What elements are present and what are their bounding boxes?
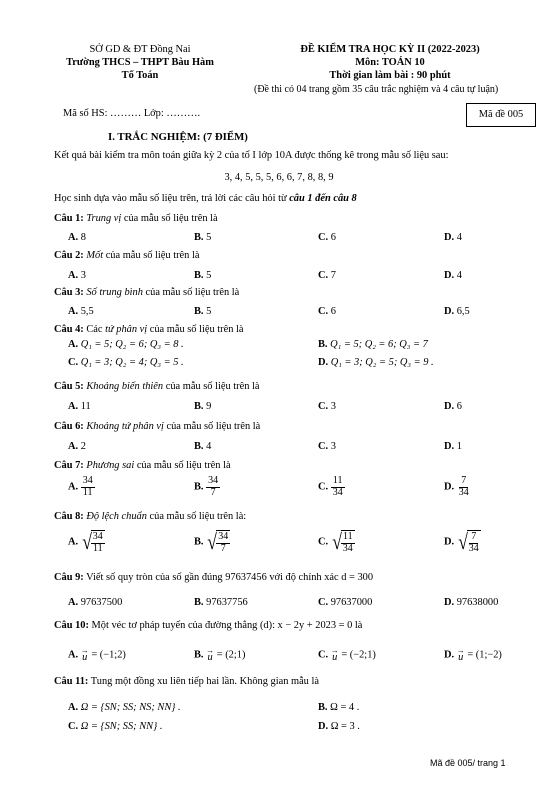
- q6-label: Câu 6:: [54, 421, 84, 432]
- q5-term: Khoảng biến thiên: [86, 381, 164, 392]
- letter: B.: [318, 702, 328, 713]
- option-text: 2: [80, 441, 86, 452]
- q8-option-b[interactable]: [194, 530, 230, 554]
- q9-text: Viết số quy tròn của số gần đúng 97637456 với độ chính xác d = 300: [86, 572, 374, 583]
- q4-option-d[interactable]: [318, 357, 434, 368]
- vector-u: [206, 648, 214, 663]
- numerator: 34: [218, 531, 229, 542]
- fraction: [457, 476, 471, 498]
- question-7: [54, 460, 231, 471]
- letter: D.: [444, 597, 455, 608]
- letter: C.: [318, 232, 329, 243]
- sqrt: [331, 530, 355, 554]
- option-text: Ω = {SN; SS; NN} .: [80, 721, 163, 732]
- instruction-text: Học sinh dựa vào mẫu số liệu trên, trả lời các câu hỏi từ: [54, 193, 290, 204]
- option-text: 5: [206, 306, 212, 317]
- q10-text: Một véc tơ pháp tuyến của đường thẳng (d): x − 2y + 2023 = 0 là: [91, 620, 363, 631]
- q5-label: Câu 5:: [54, 381, 84, 392]
- q11-option-a[interactable]: [68, 702, 181, 713]
- vector-symbol: u: [458, 652, 464, 664]
- denominator: 7: [210, 486, 216, 498]
- option-text: Q₁ = 5; Q₂ = 6; Q₃ = 8 .: [80, 339, 184, 350]
- q2-term: Mốt: [86, 250, 104, 261]
- denominator: 7: [220, 542, 226, 554]
- numerator: 11: [332, 475, 343, 486]
- q9-option-d[interactable]: [444, 597, 498, 608]
- q2-option-a[interactable]: [68, 270, 86, 281]
- arrow-icon: →: [206, 646, 215, 655]
- question-2: [54, 250, 199, 261]
- question-9: [54, 572, 373, 583]
- q3-label: Câu 3:: [54, 287, 84, 298]
- sqrt: [81, 530, 105, 554]
- letter: C.: [318, 270, 329, 281]
- q1-option-a[interactable]: [68, 232, 86, 243]
- vector-symbol: u: [82, 652, 88, 664]
- q4-text: của mẫu số liệu trên là: [147, 324, 244, 335]
- fraction: [206, 476, 220, 498]
- letter: B.: [194, 401, 204, 412]
- q5-option-b[interactable]: [194, 401, 211, 412]
- q9-label: Câu 9:: [54, 572, 84, 583]
- numerator: 7: [471, 531, 477, 542]
- q2-label: Câu 2:: [54, 250, 84, 261]
- letter: B.: [194, 270, 204, 281]
- q10-option-a[interactable]: [68, 648, 126, 663]
- letter: A.: [68, 232, 79, 243]
- numerator: 11: [342, 531, 353, 542]
- exam-subject: Môn: TOÁN 10: [355, 57, 425, 68]
- vector-u: [457, 648, 465, 663]
- option-text: 5: [206, 232, 212, 243]
- q2-option-d[interactable]: [444, 270, 462, 281]
- letter: B.: [194, 536, 204, 548]
- question-11: [54, 676, 319, 687]
- vector-u: [331, 648, 339, 663]
- fraction: [331, 476, 345, 498]
- letter: D.: [318, 721, 329, 732]
- question-10: [54, 620, 362, 631]
- question-3: [54, 287, 239, 298]
- option-text: 8: [80, 232, 86, 243]
- option-text: 97637756: [206, 597, 248, 608]
- q6-option-a[interactable]: [68, 441, 86, 452]
- denominator: 34: [332, 486, 343, 498]
- option-text: 7: [330, 270, 336, 281]
- fraction: [341, 532, 355, 554]
- letter: C.: [318, 481, 329, 493]
- q1-term: Trung vị: [86, 213, 122, 224]
- exam-code: Mã đề 005: [478, 109, 524, 120]
- q3-option-a[interactable]: [68, 306, 94, 317]
- vector-u: [81, 648, 89, 663]
- option-text: 1: [456, 441, 462, 452]
- sqrt: [206, 530, 230, 554]
- q9-option-b[interactable]: [194, 597, 248, 608]
- q11-text: Tung một đồng xu liên tiếp hai lần. Không gian mẫu là: [90, 676, 319, 687]
- option-text: 4: [456, 270, 462, 281]
- q7-label: Câu 7:: [54, 460, 84, 471]
- q7-option-d[interactable]: [444, 476, 471, 498]
- q7-term: Phương sai: [86, 460, 135, 471]
- q4-term: tứ phân vị: [105, 324, 148, 335]
- instruction: [54, 193, 357, 204]
- q1-option-b[interactable]: [194, 232, 211, 243]
- q2-option-b[interactable]: [194, 270, 211, 281]
- option-text: 97637000: [330, 597, 373, 608]
- letter: C.: [318, 649, 329, 661]
- q7-option-a[interactable]: [68, 476, 95, 498]
- vector-symbol: u: [332, 652, 338, 664]
- q10-option-d[interactable]: [444, 648, 502, 663]
- q5-option-a[interactable]: [68, 401, 91, 412]
- page-footer: Mã đề 005/ trang 1: [430, 758, 506, 768]
- q10-option-c[interactable]: [318, 648, 376, 663]
- q4-option-b[interactable]: [318, 339, 428, 350]
- question-4: [54, 324, 244, 335]
- option-text: 3: [330, 441, 336, 452]
- header-dept: SỞ GD & ĐT Đồng Nai: [89, 44, 191, 55]
- q9-option-c[interactable]: [318, 597, 372, 608]
- fraction: [91, 532, 105, 554]
- q8-option-d[interactable]: [444, 530, 481, 554]
- numerator: 34: [208, 475, 219, 486]
- option-text: 3: [330, 401, 336, 412]
- q11-option-c[interactable]: [68, 721, 162, 732]
- fraction: [81, 476, 95, 498]
- option-text: 5,5: [80, 306, 94, 317]
- q1-option-d[interactable]: [444, 232, 462, 243]
- option-text: Ω = 4 .: [330, 702, 360, 713]
- arrow-icon: →: [80, 646, 89, 655]
- q6-option-d[interactable]: [444, 441, 462, 452]
- q1-label: Câu 1:: [54, 213, 84, 224]
- sqrt-icon: √: [457, 529, 468, 554]
- letter: B.: [194, 649, 204, 661]
- letter: A.: [68, 339, 79, 350]
- denominator: 34: [458, 486, 469, 498]
- letter: C.: [68, 721, 79, 732]
- q7-option-b[interactable]: [194, 476, 220, 498]
- q6-term: Khoảng tứ phân vị: [86, 421, 164, 432]
- letter: B.: [318, 339, 328, 350]
- q11-label: Câu 11:: [54, 676, 89, 687]
- letter: D.: [444, 270, 455, 281]
- numerator: 7: [461, 475, 467, 486]
- exam-title: ĐỀ KIỂM TRA HỌC KỲ II (2022-2023): [300, 44, 480, 55]
- letter: A.: [68, 702, 79, 713]
- sqrt-icon: √: [331, 529, 342, 554]
- letter: D.: [444, 536, 455, 548]
- q1-option-c[interactable]: [318, 232, 336, 243]
- q1-text: của mẫu số liệu trên là: [121, 213, 218, 224]
- option-text: = (2;1): [216, 649, 246, 661]
- denominator: 11: [82, 486, 93, 498]
- option-text: 4: [456, 232, 462, 243]
- q5-text: của mẫu số liệu trên là: [163, 381, 260, 392]
- letter: B.: [194, 597, 204, 608]
- student-id-line: Mã số HS: ……… Lớp: ……….: [63, 108, 201, 119]
- letter: D.: [318, 357, 329, 368]
- option-text: 3: [80, 270, 86, 281]
- letter: C.: [318, 401, 329, 412]
- instruction-range: câu 1 đến câu 8: [289, 193, 357, 204]
- letter: D.: [444, 441, 455, 452]
- section-title: I. TRẮC NGHIỆM: (7 ĐIỂM): [108, 131, 248, 143]
- q5-option-c[interactable]: [318, 401, 336, 412]
- option-text: Ω = {SN; SS; NS; NN} .: [80, 702, 181, 713]
- data-list: 3, 4, 5, 5, 5, 6, 6, 7, 8, 8, 9: [224, 172, 334, 183]
- numerator: 34: [82, 475, 93, 486]
- option-text: 6: [456, 401, 462, 412]
- letter: C.: [318, 306, 329, 317]
- letter: B.: [194, 481, 204, 493]
- option-text: 6: [330, 232, 336, 243]
- arrow-icon: →: [330, 646, 339, 655]
- option-text: = (−2;1): [341, 649, 376, 661]
- numerator: 34: [92, 531, 103, 542]
- option-text: 6,5: [456, 306, 470, 317]
- sqrt: [457, 530, 481, 554]
- question-5: [54, 381, 260, 392]
- q8-label: Câu 8:: [54, 511, 84, 522]
- q8-option-a[interactable]: [68, 530, 105, 554]
- q3-option-b[interactable]: [194, 306, 211, 317]
- q8-text: của mẫu số liệu trên là:: [146, 511, 247, 522]
- letter: C.: [68, 357, 79, 368]
- q5-option-d[interactable]: [444, 401, 462, 412]
- letter: B.: [194, 232, 204, 243]
- header-group: Tổ Toán: [121, 70, 159, 81]
- q8-term: Độ lệch chuẩn: [86, 511, 147, 522]
- q11-option-b[interactable]: [318, 702, 359, 713]
- arrow-icon: →: [456, 646, 465, 655]
- q10-option-b[interactable]: [194, 648, 245, 663]
- q2-option-c[interactable]: [318, 270, 336, 281]
- exam-time: Thời gian làm bài : 90 phút: [329, 70, 451, 81]
- letter: A.: [68, 270, 79, 281]
- q9-option-a[interactable]: [68, 597, 122, 608]
- letter: A.: [68, 481, 79, 493]
- letter: C.: [318, 597, 329, 608]
- q7-text: của mẫu số liệu trên là: [134, 460, 231, 471]
- denominator: 34: [342, 542, 353, 554]
- letter: A.: [68, 306, 79, 317]
- letter: A.: [68, 649, 79, 661]
- q6-option-c[interactable]: [318, 441, 336, 452]
- letter: B.: [194, 441, 204, 452]
- letter: D.: [444, 401, 455, 412]
- q3-option-d[interactable]: [444, 306, 470, 317]
- q4-option-a[interactable]: [68, 339, 184, 350]
- q2-text: của mẫu số liệu trên là: [103, 250, 200, 261]
- denominator: 11: [92, 542, 103, 554]
- letter: A.: [68, 401, 79, 412]
- letter: C.: [318, 441, 329, 452]
- option-text: 11: [80, 401, 91, 412]
- letter: C.: [318, 536, 329, 548]
- letter: D.: [444, 306, 455, 317]
- denominator: 34: [468, 542, 479, 554]
- q8-option-c[interactable]: [318, 530, 355, 554]
- option-text: 4: [206, 441, 212, 452]
- option-text: Q₁ = 3; Q₂ = 4; Q₃ = 5 .: [80, 357, 184, 368]
- question-8: [54, 511, 246, 522]
- q7-option-c[interactable]: [318, 476, 345, 498]
- intro-text: Kết quả bài kiểm tra môn toán giữa kỳ 2 của tổ I lớp 10A được thống kê trong mẫu số liệu sau:: [54, 150, 449, 161]
- q4-label: Câu 4:: [54, 324, 84, 335]
- letter: D.: [444, 649, 455, 661]
- option-text: 9: [206, 401, 212, 412]
- option-text: = (−1;2): [91, 649, 126, 661]
- fraction: [216, 532, 230, 554]
- q10-label: Câu 10:: [54, 620, 89, 631]
- option-text: = (1;−2): [467, 649, 502, 661]
- q4-pre: Các: [86, 324, 106, 335]
- option-text: 97637500: [80, 597, 123, 608]
- q6-option-b[interactable]: [194, 441, 211, 452]
- sqrt-icon: √: [207, 529, 218, 554]
- exam-code-box: [466, 103, 536, 127]
- letter: A.: [68, 441, 79, 452]
- option-text: 6: [330, 306, 336, 317]
- question-6: [54, 421, 260, 432]
- vector-symbol: u: [207, 652, 213, 664]
- question-1: [54, 213, 218, 224]
- option-text: Ω = 3 .: [330, 721, 360, 732]
- letter: A.: [68, 536, 79, 548]
- letter: A.: [68, 597, 79, 608]
- letter: D.: [444, 232, 455, 243]
- header-school: Trường THCS – THPT Bàu Hàm: [66, 57, 214, 68]
- letter: B.: [194, 306, 204, 317]
- option-text: 97638000: [456, 597, 499, 608]
- option-text: 5: [206, 270, 212, 281]
- option-text: Q₁ = 3; Q₂ = 5; Q₃ = 9 .: [330, 357, 434, 368]
- q4-option-c[interactable]: [68, 357, 184, 368]
- exam-note: (Đề thi có 04 trang gồm 35 câu trắc nghiệm và 4 câu tự luận): [254, 84, 499, 95]
- sqrt-icon: √: [81, 529, 92, 554]
- q3-term: Số trung bình: [86, 287, 143, 298]
- option-text: Q₁ = 5; Q₂ = 6; Q₃ = 7: [330, 339, 428, 350]
- q11-option-d[interactable]: [318, 721, 360, 732]
- q3-text: của mẫu số liệu trên là: [142, 287, 240, 298]
- letter: D.: [444, 481, 455, 493]
- q6-text: của mẫu số liệu trên là: [163, 421, 261, 432]
- fraction: [467, 532, 481, 554]
- q3-option-c[interactable]: [318, 306, 336, 317]
